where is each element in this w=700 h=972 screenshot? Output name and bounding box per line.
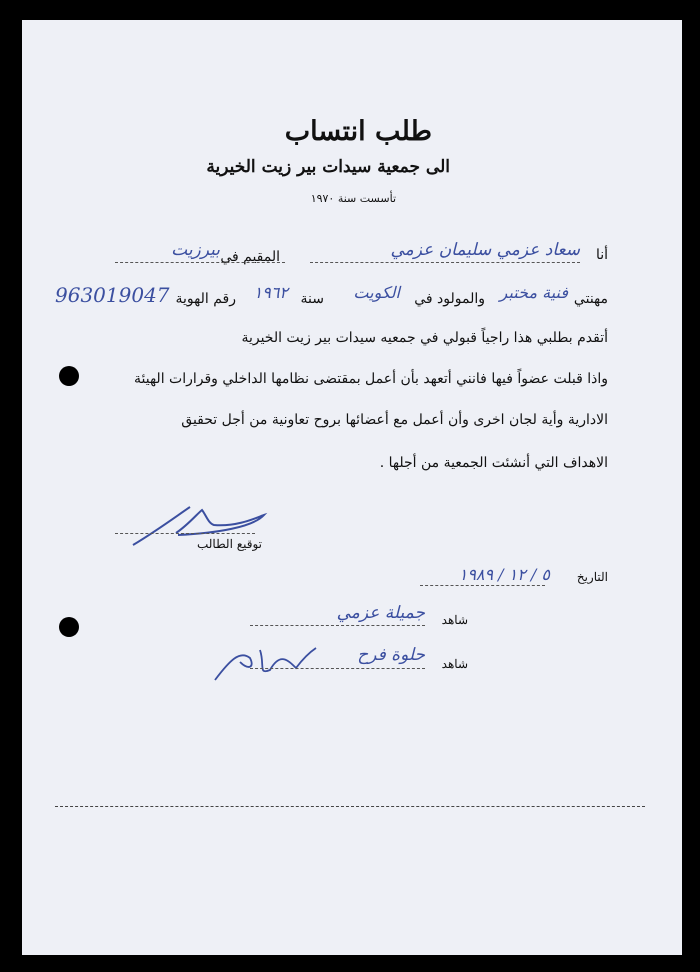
residence: بيرزيت	[171, 240, 220, 260]
witness2-label: شاهد	[441, 657, 468, 671]
form-subtitle: الى جمعية سيدات بير زيت الخيرية	[206, 157, 450, 177]
date-label: التاريخ	[576, 570, 608, 584]
date-value: ٥ / ١٢ / ١٩٨٩	[458, 565, 550, 584]
paragraph-line-1: أتقدم بطلبي هذا راجياً قبولي في جمعيه سيدات بير زيت الخيرية	[241, 330, 608, 346]
witness2-signature: حلوة فرح	[357, 645, 425, 665]
label-ana: أنا	[595, 247, 608, 263]
id-number: 963019047	[55, 283, 170, 307]
punch-hole-bottom	[59, 617, 79, 637]
witness1-signature: جميلة عزمي	[336, 603, 425, 623]
applicant-name: سعاد عزمي سليمان عزمي	[390, 240, 580, 260]
label-year: سنة	[300, 291, 324, 307]
applicant-signature-line	[115, 533, 255, 534]
residence-line	[115, 262, 285, 263]
date-line	[420, 585, 545, 586]
name-line	[310, 262, 580, 263]
label-id: رقم الهوية	[175, 291, 236, 307]
witness2-line	[250, 668, 425, 669]
job: فنية مختبر	[499, 283, 568, 302]
witness1-line	[250, 625, 425, 626]
witness1-label: شاهد	[441, 613, 468, 627]
birth-year: ١٩٦٢	[253, 283, 288, 302]
birthplace: الكويت	[353, 283, 400, 302]
form-title: طلب انتساب	[284, 116, 432, 147]
paragraph-line-4: الاهداف التي أنشئت الجمعية من أجلها .	[379, 455, 608, 471]
signature-label: توقيع الطالب	[196, 537, 262, 551]
label-born: والمولود في	[414, 291, 485, 307]
punch-hole-top	[59, 366, 79, 386]
founded-year: تأسست سنة ١٩٧٠	[310, 192, 396, 205]
label-resident: المقيم في	[220, 249, 280, 265]
witness2-scribble	[210, 640, 320, 685]
paragraph-line-2: واذا قبلت عضواً فيها فانني أتعهد بأن أعمل بمقتضى نظامها الداخلي وقرارات الهيئة	[134, 371, 608, 387]
bottom-divider	[55, 806, 645, 807]
paragraph-line-3: الادارية وأية لجان اخرى وأن أعمل مع أعضائها بروح تعاونية من أجل تحقيق	[181, 412, 608, 428]
label-job: مهنتي	[573, 291, 608, 307]
